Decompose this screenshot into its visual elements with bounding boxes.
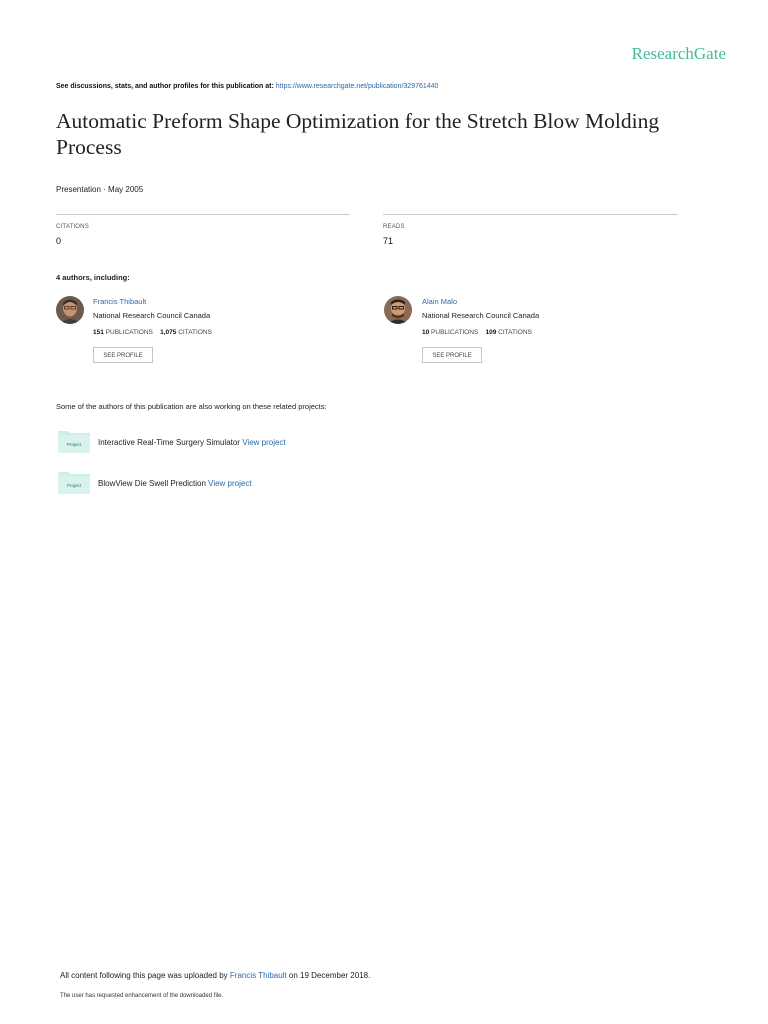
upload-suffix: on 19 December 2018. [288,971,371,980]
citations-value: 0 [56,236,62,246]
citations-count: 1,075 [160,329,177,336]
author-avatar[interactable] [384,296,412,324]
project-icon-label: Project [66,442,82,447]
folder-icon [58,470,90,494]
project-icon-label: Project [66,483,82,488]
author-stats [93,329,212,336]
project-name: BlowView Die Swell Prediction [98,479,206,488]
publications-label: PUBLICATIONS [431,329,479,336]
citations-label: CITATIONS [498,329,532,336]
reads-label: READS [383,224,405,230]
folder-icon [58,429,90,453]
reads-value: 71 [383,236,394,246]
project-folder-icon[interactable] [58,429,90,453]
person-photo-icon [384,296,412,324]
publications-label: PUBLICATIONS [105,329,153,336]
view-project-link[interactable]: View project [208,479,252,488]
researchgate-logo[interactable]: ResearchGate [631,44,726,63]
discussion-line [56,83,438,90]
citations-count: 109 [485,329,497,336]
view-project-link[interactable]: View project [242,438,286,447]
upload-prefix: All content following this page was uploaded by [60,971,228,980]
author-avatar[interactable] [56,296,84,324]
related-projects-heading: Some of the authors of this publication are also working on these related projects: [56,402,327,411]
author-stats [422,329,532,336]
publications-count: 10 [422,329,430,336]
project-item [98,438,286,447]
discussion-prefix: See discussions, stats, and author profiles for this publication at: [56,83,274,90]
citations-label: CITATIONS [178,329,212,336]
uploader-link[interactable]: Francis Thibault [229,971,287,980]
publications-count: 151 [93,329,104,336]
see-profile-button[interactable]: SEE PROFILE [93,347,153,363]
person-photo-icon [56,296,84,324]
author-institution: National Research Council Canada [93,311,211,320]
project-name: Interactive Real-Time Surgery Simulator [98,438,240,447]
author-name-link[interactable]: Francis Thibault [93,297,147,306]
see-profile-button[interactable]: SEE PROFILE [422,347,482,363]
upload-note [60,971,370,980]
publication-url-link[interactable]: https://www.researchgate.net/publication/329761440 [275,83,439,90]
citations-label: CITATIONS [56,224,89,230]
publication-type-date: Presentation · May 2005 [56,185,144,194]
author-institution: National Research Council Canada [422,311,540,320]
citations-divider [56,214,350,215]
reads-divider [383,214,678,215]
project-folder-icon[interactable] [58,470,90,494]
authors-heading: 4 authors, including: [56,273,130,282]
project-item [98,479,252,488]
author-name-link[interactable]: Alain Malo [422,297,458,306]
enhancement-note: The user has requested enhancement of the downloaded file. [60,993,224,999]
publication-title: Automatic Preform Shape Optimization for the Stretch Blow Molding Process [56,109,660,159]
